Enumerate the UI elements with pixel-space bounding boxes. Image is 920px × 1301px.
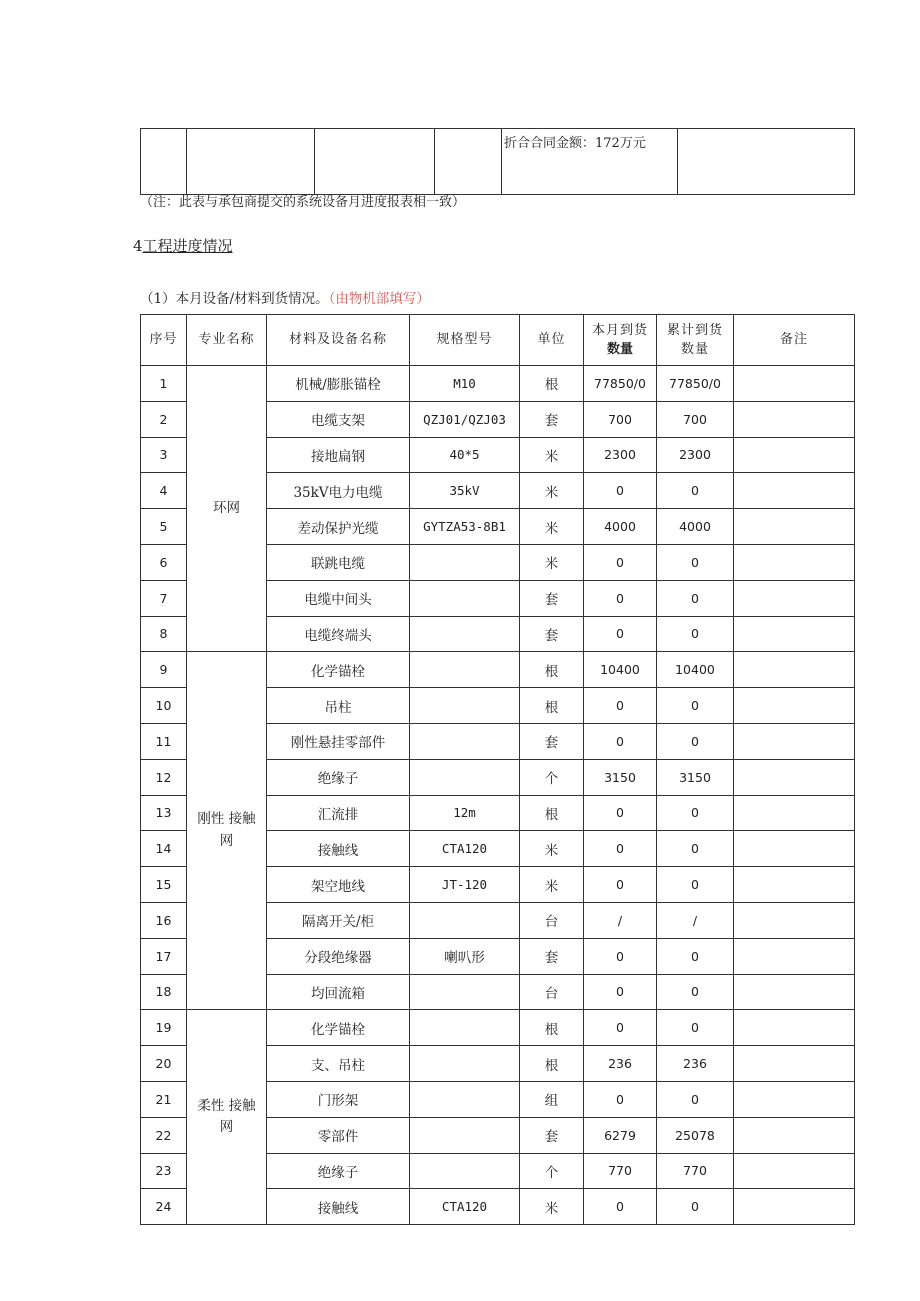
cell-month-qty: 0 bbox=[584, 473, 657, 509]
table-cell bbox=[187, 129, 315, 195]
cell-remark bbox=[734, 401, 855, 437]
cell-unit: 根 bbox=[520, 688, 584, 724]
cell-seq: 18 bbox=[141, 974, 187, 1010]
cell-unit: 套 bbox=[520, 580, 584, 616]
cell-remark bbox=[734, 831, 855, 867]
group-flexible-catenary bbox=[187, 1010, 267, 1225]
contract-amount-table bbox=[140, 128, 855, 195]
cell-unit: 套 bbox=[520, 938, 584, 974]
cell-total-qty: 700 bbox=[657, 401, 734, 437]
cell-name: 接触线 bbox=[267, 1189, 410, 1225]
cell-month-qty: 0 bbox=[584, 723, 657, 759]
table-header-row bbox=[141, 315, 855, 366]
cell-unit: 台 bbox=[520, 974, 584, 1010]
cell-total-qty: 0 bbox=[657, 1010, 734, 1046]
cell-name: 化学锚栓 bbox=[267, 1010, 410, 1046]
cell-name: 35kV电力电缆 bbox=[267, 473, 410, 509]
cell-remark bbox=[734, 759, 855, 795]
cell-remark bbox=[734, 723, 855, 759]
cell-remark bbox=[734, 1010, 855, 1046]
cell-total-qty: 0 bbox=[657, 688, 734, 724]
cell-name: 隔离开关/柜 bbox=[267, 902, 410, 938]
cell-unit: 套 bbox=[520, 723, 584, 759]
subsection-note-red: （由物机部填写） bbox=[328, 291, 430, 307]
table-row bbox=[141, 129, 855, 195]
cell-remark bbox=[734, 1046, 855, 1082]
header-seq: 序号 bbox=[141, 315, 187, 366]
cell-total-qty: 0 bbox=[657, 795, 734, 831]
group-label: 环网 bbox=[213, 499, 240, 516]
cell-unit: 米 bbox=[520, 831, 584, 867]
cell-spec: 35kV bbox=[410, 473, 520, 509]
cell-seq: 15 bbox=[141, 867, 187, 903]
cell-spec: QZJ01/QZJ03 bbox=[410, 401, 520, 437]
cell-name: 电缆中间头 bbox=[267, 580, 410, 616]
table-cell bbox=[315, 129, 435, 195]
cell-total-qty: 0 bbox=[657, 473, 734, 509]
cell-name: 支、吊柱 bbox=[267, 1046, 410, 1082]
cell-remark bbox=[734, 688, 855, 724]
cell-total-qty: 3150 bbox=[657, 759, 734, 795]
cell-spec bbox=[410, 616, 520, 652]
cell-unit: 个 bbox=[520, 759, 584, 795]
cell-month-qty: 0 bbox=[584, 1081, 657, 1117]
cell-seq: 1 bbox=[141, 366, 187, 402]
cell-unit: 米 bbox=[520, 473, 584, 509]
cell-unit: 套 bbox=[520, 401, 584, 437]
cell-remark bbox=[734, 1117, 855, 1153]
cell-remark bbox=[734, 366, 855, 402]
cell-unit: 个 bbox=[520, 1153, 584, 1189]
cell-unit: 米 bbox=[520, 544, 584, 580]
cell-spec bbox=[410, 688, 520, 724]
cell-name: 吊柱 bbox=[267, 688, 410, 724]
cell-month-qty: 0 bbox=[584, 1010, 657, 1046]
cell-month-qty: 6279 bbox=[584, 1117, 657, 1153]
cell-name: 门形架 bbox=[267, 1081, 410, 1117]
cell-remark bbox=[734, 938, 855, 974]
cell-spec bbox=[410, 974, 520, 1010]
table-row bbox=[141, 652, 855, 688]
cell-total-qty: 0 bbox=[657, 580, 734, 616]
cell-spec: JT-120 bbox=[410, 867, 520, 903]
cell-month-qty: 0 bbox=[584, 867, 657, 903]
cell-total-qty: 0 bbox=[657, 544, 734, 580]
table-row bbox=[141, 1010, 855, 1046]
table-cell bbox=[435, 129, 502, 195]
cell-month-qty: 0 bbox=[584, 974, 657, 1010]
cell-unit: 套 bbox=[520, 616, 584, 652]
cell-seq: 21 bbox=[141, 1081, 187, 1117]
header-month-qty bbox=[584, 315, 657, 366]
cell-remark bbox=[734, 509, 855, 545]
cell-total-qty: 770 bbox=[657, 1153, 734, 1189]
header-month-line1: 本月到货 bbox=[591, 322, 648, 338]
cell-total-qty: 0 bbox=[657, 616, 734, 652]
cell-spec bbox=[410, 652, 520, 688]
cell-month-qty: 2300 bbox=[584, 437, 657, 473]
subsection-main: （1）本月设备/材料到货情况。 bbox=[140, 291, 329, 307]
cell-name: 接地扁钢 bbox=[267, 437, 410, 473]
header-total-qty bbox=[657, 315, 734, 366]
cell-name: 电缆终端头 bbox=[267, 616, 410, 652]
cell-unit: 米 bbox=[520, 1189, 584, 1225]
cell-month-qty: 770 bbox=[584, 1153, 657, 1189]
group-rigid-catenary bbox=[187, 652, 267, 1010]
table-cell bbox=[141, 129, 187, 195]
group-label-line1: 柔性 接触 bbox=[197, 1097, 256, 1114]
cell-spec bbox=[410, 1010, 520, 1046]
cell-total-qty: 25078 bbox=[657, 1117, 734, 1153]
cell-month-qty: 4000 bbox=[584, 509, 657, 545]
cell-total-qty: 0 bbox=[657, 867, 734, 903]
cell-spec: GYTZA53-8B1 bbox=[410, 509, 520, 545]
cell-remark bbox=[734, 473, 855, 509]
header-total-line2: 数量 bbox=[680, 342, 709, 357]
cell-month-qty: 0 bbox=[584, 580, 657, 616]
cell-unit: 根 bbox=[520, 366, 584, 402]
cell-month-qty: 3150 bbox=[584, 759, 657, 795]
cell-seq: 9 bbox=[141, 652, 187, 688]
cell-seq: 24 bbox=[141, 1189, 187, 1225]
cell-total-qty: 0 bbox=[657, 1081, 734, 1117]
cell-name: 均回流箱 bbox=[267, 974, 410, 1010]
cell-spec bbox=[410, 759, 520, 795]
cell-spec: 12m bbox=[410, 795, 520, 831]
header-major: 专业名称 bbox=[187, 315, 267, 366]
cell-total-qty: 0 bbox=[657, 1189, 734, 1225]
cell-unit: 根 bbox=[520, 1010, 584, 1046]
cell-seq: 8 bbox=[141, 616, 187, 652]
section-number: 4 bbox=[133, 237, 143, 255]
cell-month-qty: 700 bbox=[584, 401, 657, 437]
cell-spec: 喇叭形 bbox=[410, 938, 520, 974]
table-row bbox=[141, 366, 855, 402]
cell-name: 机械/膨胀锚栓 bbox=[267, 366, 410, 402]
cell-remark bbox=[734, 544, 855, 580]
cell-unit: 米 bbox=[520, 509, 584, 545]
cell-name: 架空地线 bbox=[267, 867, 410, 903]
cell-month-qty: 10400 bbox=[584, 652, 657, 688]
section-title: 工程进度情况 bbox=[142, 237, 233, 255]
cell-name: 联跳电缆 bbox=[267, 544, 410, 580]
cell-seq: 13 bbox=[141, 795, 187, 831]
cell-spec: CTA120 bbox=[410, 831, 520, 867]
cell-remark bbox=[734, 1189, 855, 1225]
header-remark: 备注 bbox=[734, 315, 855, 366]
cell-total-qty: 236 bbox=[657, 1046, 734, 1082]
cell-month-qty: 0 bbox=[584, 938, 657, 974]
cell-seq: 11 bbox=[141, 723, 187, 759]
cell-seq: 19 bbox=[141, 1010, 187, 1046]
cell-seq: 23 bbox=[141, 1153, 187, 1189]
cell-spec bbox=[410, 1117, 520, 1153]
table-note: （注：此表与承包商提交的系统设备月进度报表相一致） bbox=[140, 195, 466, 210]
cell-total-qty: 0 bbox=[657, 831, 734, 867]
header-unit: 单位 bbox=[520, 315, 584, 366]
table-cell bbox=[678, 129, 855, 195]
cell-month-qty: 0 bbox=[584, 1189, 657, 1225]
cell-unit: 米 bbox=[520, 437, 584, 473]
cell-seq: 6 bbox=[141, 544, 187, 580]
cell-spec bbox=[410, 1081, 520, 1117]
cell-month-qty: 77850/0 bbox=[584, 366, 657, 402]
header-month-line2: 数量 bbox=[606, 342, 633, 357]
cell-remark bbox=[734, 974, 855, 1010]
cell-name: 绝缘子 bbox=[267, 1153, 410, 1189]
cell-total-qty: 10400 bbox=[657, 652, 734, 688]
group-ring-network bbox=[187, 366, 267, 652]
cell-unit: 台 bbox=[520, 902, 584, 938]
cell-remark bbox=[734, 652, 855, 688]
cell-seq: 3 bbox=[141, 437, 187, 473]
cell-total-qty: 0 bbox=[657, 974, 734, 1010]
cell-seq: 2 bbox=[141, 401, 187, 437]
cell-unit: 根 bbox=[520, 652, 584, 688]
cell-spec: M10 bbox=[410, 366, 520, 402]
cell-seq: 14 bbox=[141, 831, 187, 867]
header-spec: 规格型号 bbox=[410, 315, 520, 366]
cell-spec: 40*5 bbox=[410, 437, 520, 473]
cell-name: 差动保护光缆 bbox=[267, 509, 410, 545]
cell-month-qty: 0 bbox=[584, 616, 657, 652]
cell-remark bbox=[734, 795, 855, 831]
cell-remark bbox=[734, 616, 855, 652]
cell-remark bbox=[734, 437, 855, 473]
cell-unit: 根 bbox=[520, 795, 584, 831]
cell-spec bbox=[410, 1046, 520, 1082]
cell-month-qty: 0 bbox=[584, 544, 657, 580]
cell-name: 电缆支架 bbox=[267, 401, 410, 437]
cell-spec bbox=[410, 902, 520, 938]
cell-total-qty: 77850/0 bbox=[657, 366, 734, 402]
cell-seq: 4 bbox=[141, 473, 187, 509]
cell-unit: 组 bbox=[520, 1081, 584, 1117]
cell-spec bbox=[410, 580, 520, 616]
cell-seq: 22 bbox=[141, 1117, 187, 1153]
header-name: 材料及设备名称 bbox=[267, 315, 410, 366]
group-label-line2: 网 bbox=[219, 1119, 234, 1136]
cell-unit: 根 bbox=[520, 1046, 584, 1082]
cell-seq: 10 bbox=[141, 688, 187, 724]
cell-spec: CTA120 bbox=[410, 1189, 520, 1225]
cell-remark bbox=[734, 1081, 855, 1117]
cell-seq: 17 bbox=[141, 938, 187, 974]
cell-seq: 5 bbox=[141, 509, 187, 545]
cell-seq: 12 bbox=[141, 759, 187, 795]
cell-name: 绝缘子 bbox=[267, 759, 410, 795]
cell-spec bbox=[410, 544, 520, 580]
cell-name: 分段绝缘器 bbox=[267, 938, 410, 974]
group-label-line1: 刚性 接触 bbox=[197, 811, 256, 828]
cell-total-qty: 2300 bbox=[657, 437, 734, 473]
cell-spec bbox=[410, 1153, 520, 1189]
cell-seq: 20 bbox=[141, 1046, 187, 1082]
cell-seq: 7 bbox=[141, 580, 187, 616]
contract-amount-cell: 折合合同金额：172万元 bbox=[502, 129, 678, 195]
cell-month-qty: / bbox=[584, 902, 657, 938]
cell-total-qty: 0 bbox=[657, 723, 734, 759]
cell-name: 零部件 bbox=[267, 1117, 410, 1153]
cell-total-qty: / bbox=[657, 902, 734, 938]
group-label-line2: 网 bbox=[219, 832, 234, 849]
cell-total-qty: 4000 bbox=[657, 509, 734, 545]
cell-unit: 米 bbox=[520, 867, 584, 903]
cell-name: 汇流排 bbox=[267, 795, 410, 831]
cell-remark bbox=[734, 902, 855, 938]
subsection-title bbox=[140, 287, 430, 307]
cell-spec bbox=[410, 723, 520, 759]
arrival-table bbox=[140, 314, 855, 1225]
cell-remark bbox=[734, 1153, 855, 1189]
cell-month-qty: 0 bbox=[584, 688, 657, 724]
cell-remark bbox=[734, 580, 855, 616]
cell-total-qty: 0 bbox=[657, 938, 734, 974]
cell-name: 化学锚栓 bbox=[267, 652, 410, 688]
cell-month-qty: 0 bbox=[584, 831, 657, 867]
section-heading bbox=[133, 235, 233, 256]
cell-name: 接触线 bbox=[267, 831, 410, 867]
cell-unit: 套 bbox=[520, 1117, 584, 1153]
cell-seq: 16 bbox=[141, 902, 187, 938]
header-total-line1: 累计到货 bbox=[666, 322, 723, 338]
cell-remark bbox=[734, 867, 855, 903]
cell-month-qty: 236 bbox=[584, 1046, 657, 1082]
cell-month-qty: 0 bbox=[584, 795, 657, 831]
cell-name: 刚性悬挂零部件 bbox=[267, 723, 410, 759]
